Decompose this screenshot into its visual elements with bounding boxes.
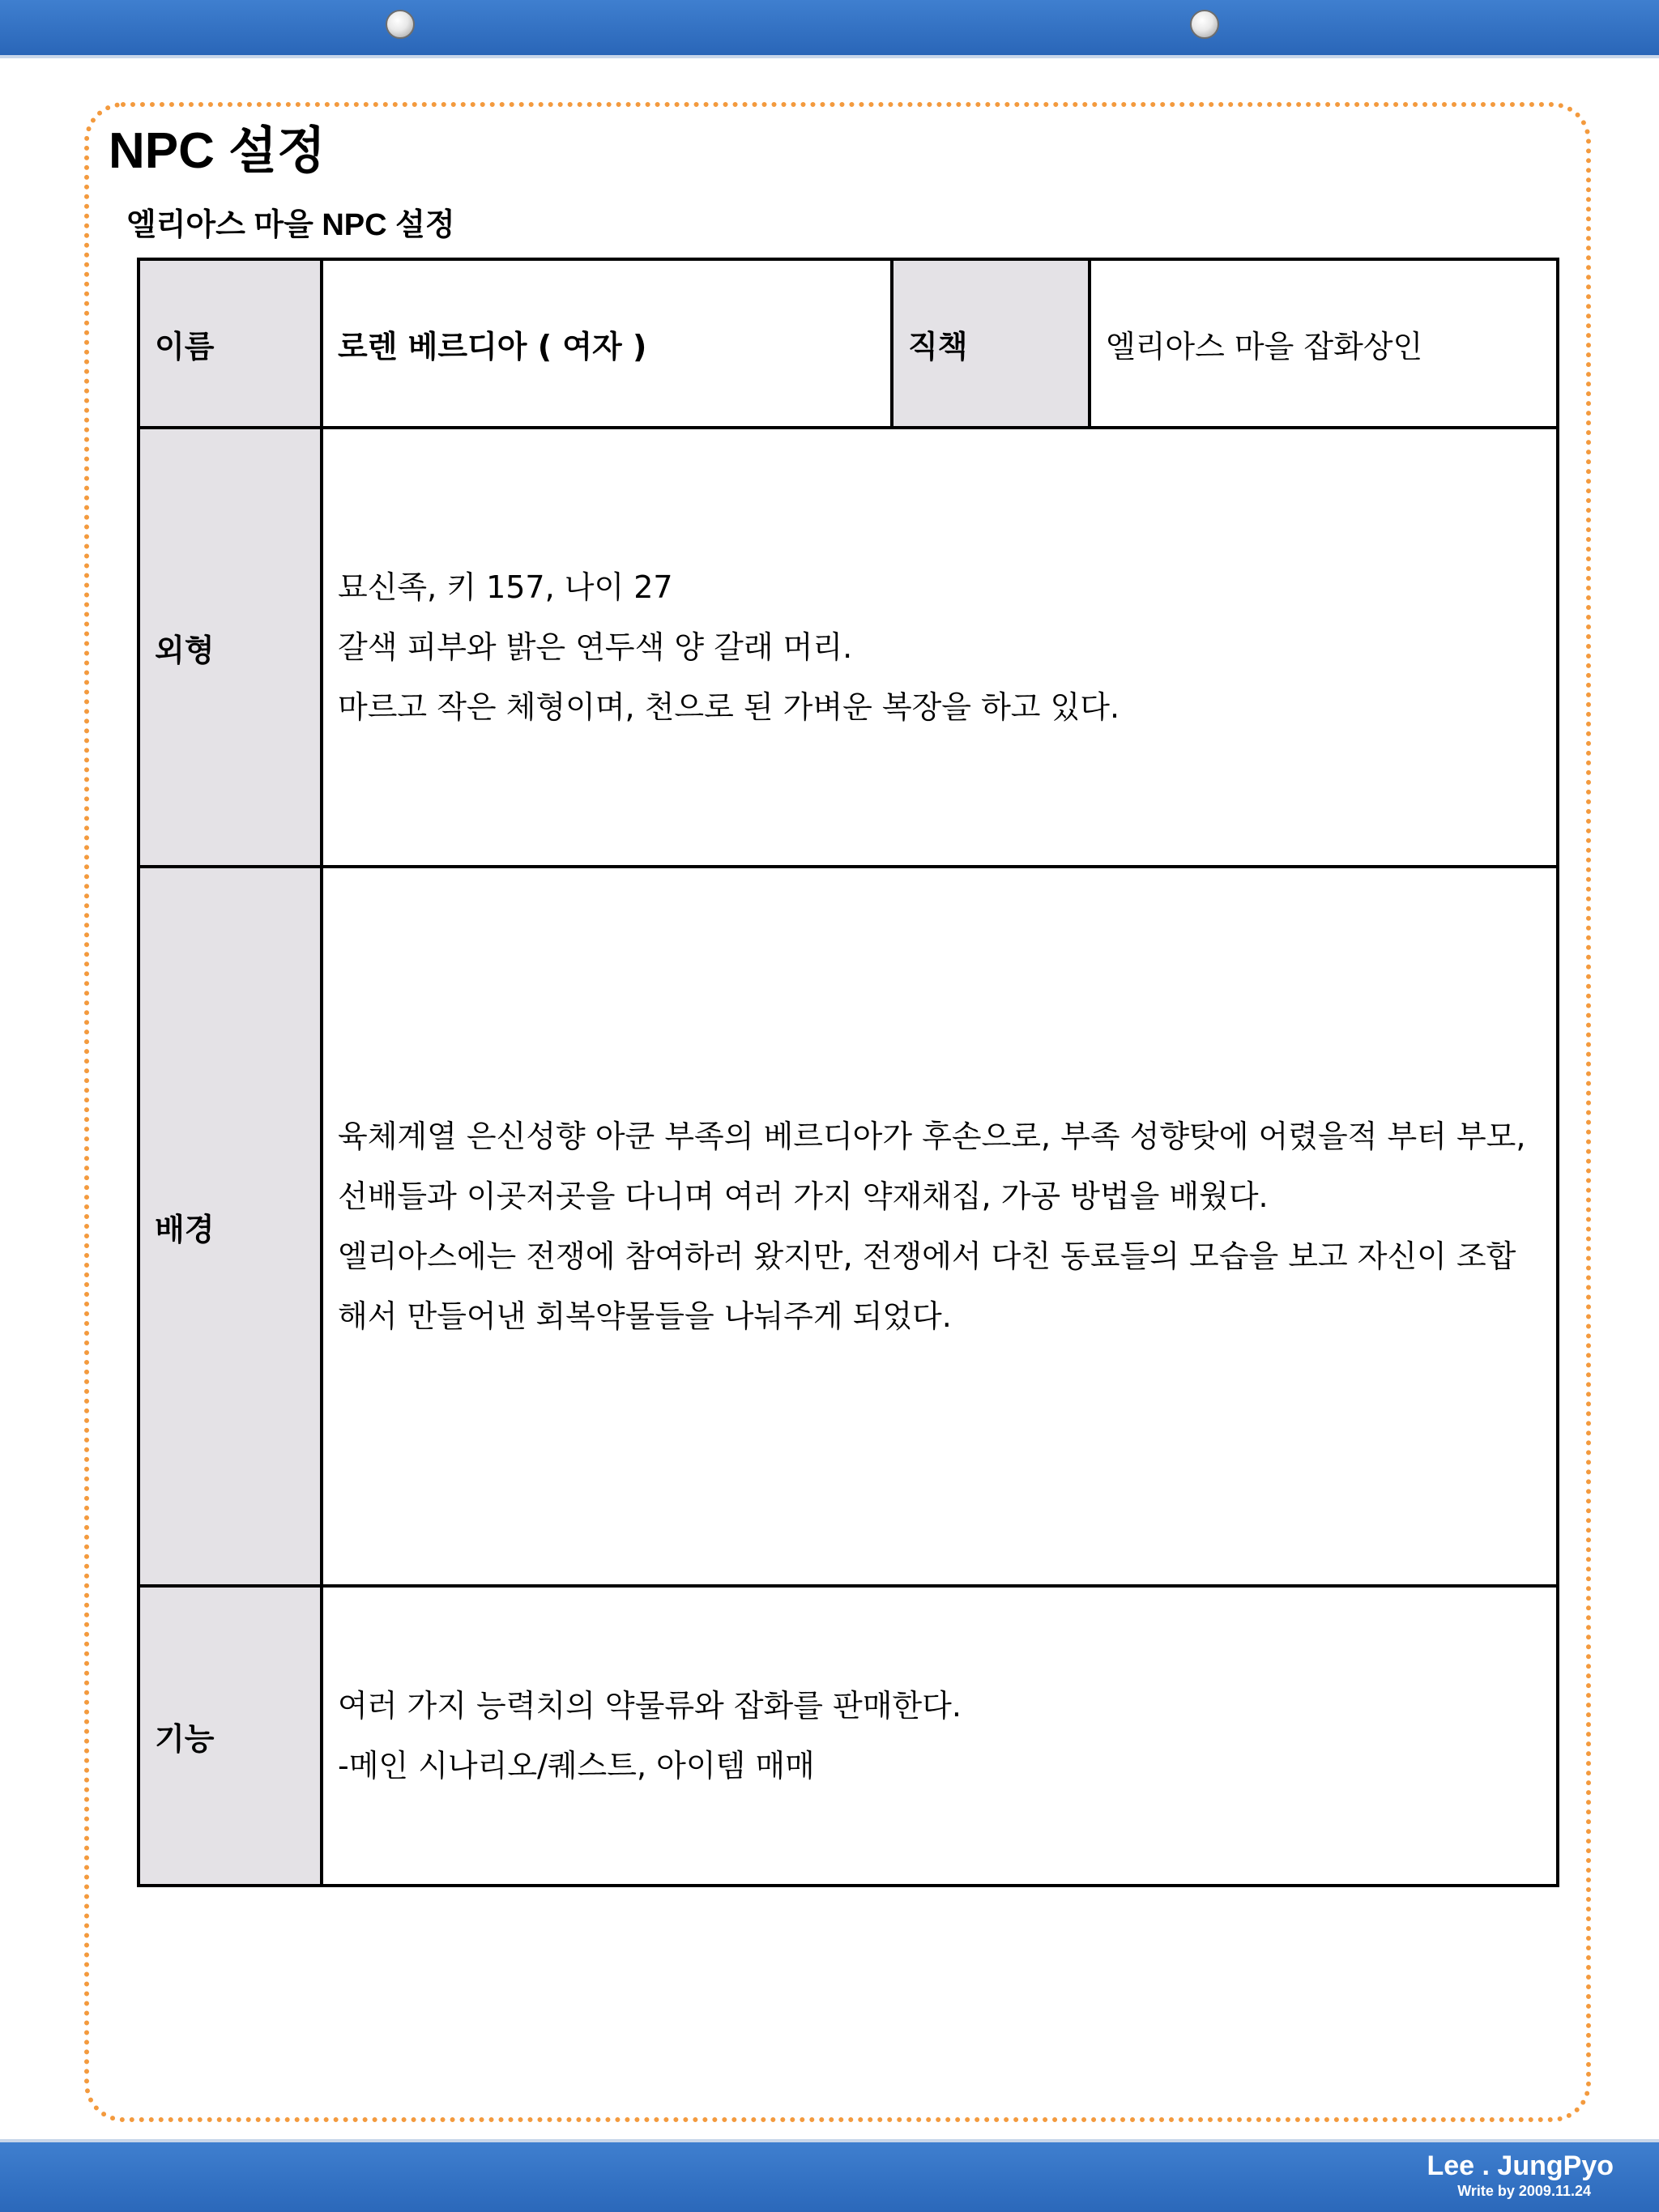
background-value — [322, 867, 1558, 1586]
top-bar — [0, 0, 1659, 58]
function-label: 기능 — [139, 1586, 322, 1886]
author-name: Lee . JungPyo — [1427, 2150, 1614, 2181]
write-date: Write by 2009.11.24 — [1457, 2183, 1591, 2199]
appearance-line: 묘신족, 키 157, 나이 27 — [338, 569, 673, 605]
function-line: 여러 가지 능력치의 약물류와 잡화를 판매한다. — [338, 1688, 962, 1724]
name-label: 이름 — [139, 259, 322, 428]
background-line: 선배들과 이곳저곳을 다니며 여러 가지 약재채집, 가공 방법을 배웠다. — [338, 1178, 1269, 1214]
position-label: 직책 — [892, 259, 1090, 428]
page-title: NPC 설정 — [109, 123, 326, 179]
row-background — [139, 867, 1558, 1586]
binder-ring-right — [1190, 10, 1219, 39]
section-subtitle: 엘리아스 마을 NPC 설정 — [126, 208, 455, 242]
appearance-label: 외형 — [139, 428, 322, 867]
row-appearance — [139, 428, 1558, 867]
appearance-line: 마르고 작은 체형이며, 천으로 된 가벼운 복장을 하고 있다. — [338, 689, 1120, 725]
row-name — [139, 259, 1558, 428]
binder-ring-left — [386, 10, 415, 39]
bottom-bar — [0, 2139, 1659, 2212]
function-value — [322, 1586, 1558, 1886]
background-line: 해서 만들어낸 회복약물들을 나눠주게 되었다. — [338, 1298, 952, 1334]
npc-table — [137, 258, 1559, 1887]
row-function — [139, 1586, 1558, 1886]
name-value: 로렌 베르디아 ( 여자 ) — [322, 259, 892, 428]
appearance-value — [322, 428, 1558, 867]
background-label: 배경 — [139, 867, 322, 1586]
position-value: 엘리아스 마을 잡화상인 — [1090, 259, 1558, 428]
function-line: -메인 시나리오/퀘스트, 아이템 매매 — [338, 1748, 815, 1784]
background-line: 육체계열 은신성향 아쿤 부족의 베르디아가 후손으로, 부족 성향탓에 어렸을적 부터 부모, — [338, 1119, 1526, 1154]
background-line: 엘리아스에는 전쟁에 참여하러 왔지만, 전쟁에서 다친 동료들의 모습을 보고 자신이 조합 — [338, 1238, 1516, 1274]
appearance-line: 갈색 피부와 밝은 연두색 양 갈래 머리. — [338, 629, 853, 665]
